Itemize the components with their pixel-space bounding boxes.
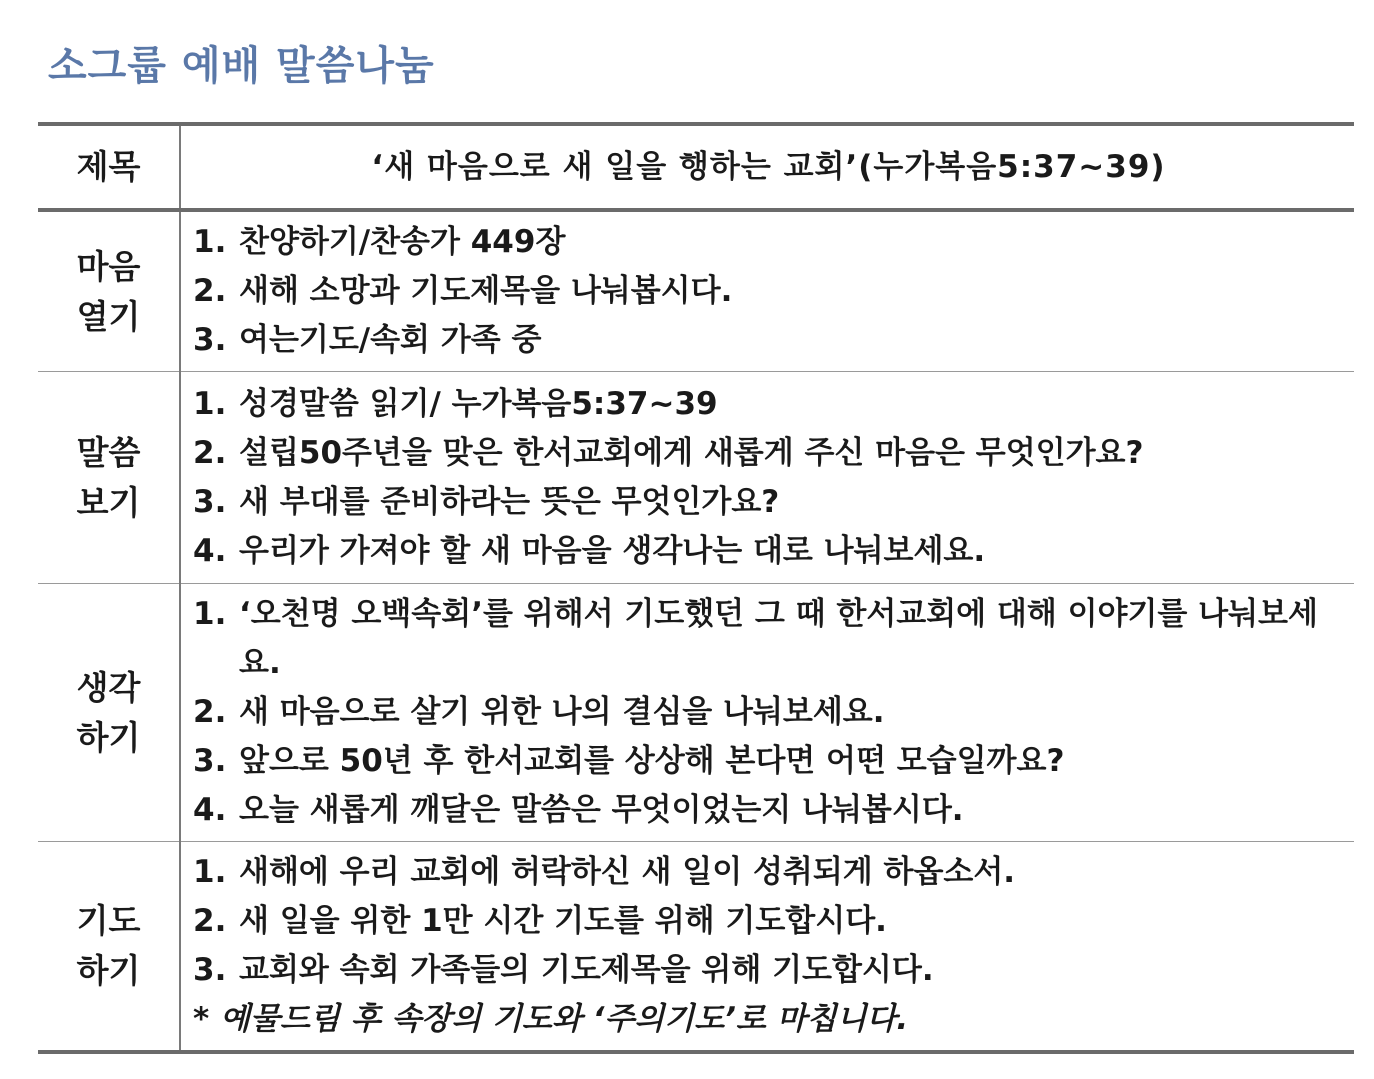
list-item xyxy=(193,429,1344,478)
page-title: 소그룹 예배 말씀나눔 xyxy=(48,43,435,89)
section-label-line: 말씀 xyxy=(76,432,141,472)
item-text: 새 마음으로 살기 위한 나의 결심을 나눠보세요. xyxy=(239,694,885,730)
section-row xyxy=(38,584,1354,842)
item-text: 우리가 가져야 할 새 마음을 생각나는 대로 나눠보세요. xyxy=(239,532,986,569)
list-item xyxy=(193,737,1344,786)
section-label xyxy=(38,372,180,584)
section-label-line: 하기 xyxy=(76,717,141,757)
section-items xyxy=(180,584,1354,842)
item-number: 1. xyxy=(193,854,227,890)
item-text: 오늘 새롭게 깨달은 말씀은 무엇이었는지 나눠봅시다. xyxy=(239,792,964,828)
section-label-line: 마음 xyxy=(76,246,141,286)
item-text: 새 부대를 준비하라는 뜻은 무엇인가요? xyxy=(239,483,780,520)
section-row xyxy=(38,372,1354,584)
item-number: 1. xyxy=(193,596,227,632)
item-number: 2. xyxy=(193,903,227,939)
list-item xyxy=(193,786,1344,835)
list-item xyxy=(193,267,1344,316)
closing-note: * 예물드림 후 속장의 기도와 ‘주의기도’로 마칩니다. xyxy=(193,1001,909,1037)
section-label-line: 하기 xyxy=(76,951,141,990)
section-row xyxy=(38,210,1354,372)
item-text: ‘오천명 오백속회’를 위해서 기도했던 그 때 한서교회에 대해 이야기를 나눠보세요. xyxy=(239,596,1318,681)
section-label-line: 생각 xyxy=(76,667,141,707)
item-number: 1. xyxy=(193,224,227,260)
item-number: 2. xyxy=(193,694,227,730)
section-items xyxy=(180,210,1354,372)
worship-guide-table xyxy=(38,122,1354,1054)
item-text: 새해에 우리 교회에 허락하신 새 일이 성취되게 하옵소서. xyxy=(239,854,1016,890)
item-text: 새 일을 위한 1만 시간 기도를 위해 기도합시다. xyxy=(239,903,887,939)
item-text: 앞으로 50년 후 한서교회를 상상해 본다면 어떤 모습일까요? xyxy=(239,743,1065,779)
item-number: 4. xyxy=(193,792,227,828)
section-row xyxy=(38,842,1354,1053)
item-number: 2. xyxy=(193,434,227,471)
list-item xyxy=(193,478,1344,527)
title-row xyxy=(38,124,1354,210)
item-text: 교회와 속회 가족들의 기도제목을 위해 기도합시다. xyxy=(239,952,934,988)
item-number: 3. xyxy=(193,483,227,520)
list-item xyxy=(193,848,1344,897)
list-item xyxy=(193,380,1344,429)
list-item xyxy=(193,527,1344,576)
item-text: 찬양하기/찬송가 449장 xyxy=(239,224,566,260)
section-items xyxy=(180,372,1354,584)
item-number: 3. xyxy=(193,952,227,988)
list-item xyxy=(193,946,1344,995)
section-label xyxy=(38,584,180,842)
list-item xyxy=(193,590,1344,688)
list-item xyxy=(193,897,1344,946)
item-text: 여는기도/속회 가족 중 xyxy=(239,322,542,358)
item-text: 새해 소망과 기도제목을 나눠봅시다. xyxy=(239,273,733,309)
title-label: 제목 xyxy=(38,124,180,210)
item-number: 2. xyxy=(193,273,227,309)
item-number: 3. xyxy=(193,743,227,779)
item-text: 성경말씀 읽기/ 누가복음5:37~39 xyxy=(239,385,718,422)
section-label xyxy=(38,842,180,1053)
section-label-line: 기도 xyxy=(76,901,141,940)
item-number: 3. xyxy=(193,322,227,358)
list-item xyxy=(193,688,1344,737)
item-text: 설립50주년을 맞은 한서교회에게 새롭게 주신 마음은 무엇인가요? xyxy=(239,434,1144,471)
list-item xyxy=(193,218,1344,267)
section-items xyxy=(180,842,1354,1053)
sermon-title: ‘새 마음으로 새 일을 행하는 교회’(누가복음5:37~39) xyxy=(180,124,1354,210)
item-number: 1. xyxy=(193,385,227,422)
list-item xyxy=(193,316,1344,365)
section-label-line: 열기 xyxy=(76,296,141,336)
section-label xyxy=(38,210,180,372)
section-label-line: 보기 xyxy=(76,482,141,522)
item-number: 4. xyxy=(193,532,227,569)
